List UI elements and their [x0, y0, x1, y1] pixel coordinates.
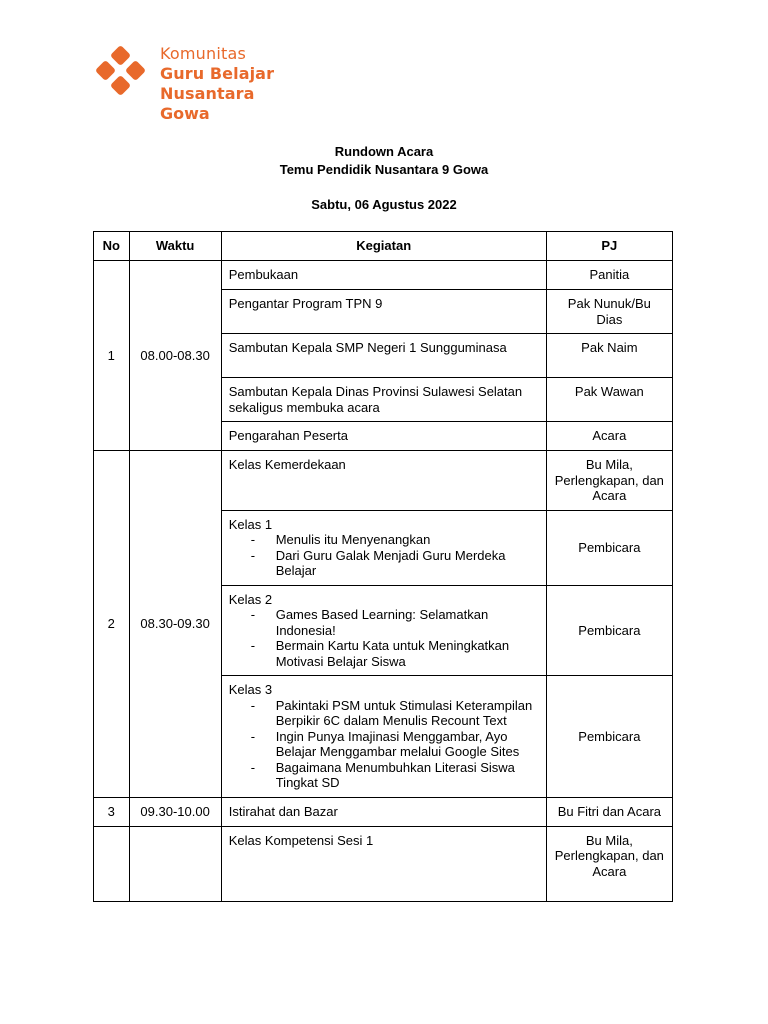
activity-cell: Istirahat dan Bazar	[221, 797, 546, 826]
organization-logo	[93, 44, 353, 123]
event-date: Sabtu, 06 Agustus 2022	[311, 197, 457, 212]
pj-cell: Pembicara	[546, 585, 672, 676]
table-header-row	[94, 232, 673, 261]
activity-cell	[221, 585, 546, 676]
topic-list	[229, 607, 539, 669]
list-item: - Games Based Learning: Selamatkan Indonesia!	[229, 607, 539, 638]
diamond-cluster-icon	[93, 44, 155, 104]
table-row	[94, 826, 673, 901]
header-waktu: Waktu	[129, 232, 221, 261]
table-row	[94, 261, 673, 290]
activity-cell	[221, 676, 546, 798]
class-title: Kelas 1	[228, 516, 273, 532]
activity-cell	[221, 510, 546, 585]
pj-cell: Pembicara	[546, 510, 672, 585]
activity-cell: Sambutan Kepala Dinas Provinsi Sulawesi Selatan sekaligus membuka acara	[221, 378, 546, 422]
list-item: - Dari Guru Galak Menjadi Guru Merdeka Belajar	[229, 548, 539, 579]
pj-cell: Pak Nunuk/Bu Dias	[546, 290, 672, 334]
topic-list	[229, 532, 539, 579]
activity-cell: Pengantar Program TPN 9	[221, 290, 546, 334]
pj-cell: Bu Mila, Perlengkapan, dan Acara	[546, 826, 672, 901]
class-title: Kelas 2	[228, 591, 273, 607]
session-number	[94, 826, 130, 901]
table-row	[94, 451, 673, 511]
activity-cell: Pembukaan	[221, 261, 546, 290]
class-title: Kelas 3	[228, 682, 273, 697]
pj-cell: Pak Wawan	[546, 378, 672, 422]
pj-cell: Panitia	[546, 261, 672, 290]
list-item: - Bermain Kartu Kata untuk Meningkatkan Motivasi Belajar Siswa	[229, 638, 539, 669]
pj-cell: Acara	[546, 422, 672, 451]
session-time	[129, 826, 221, 901]
pj-cell: Bu Fitri dan Acara	[546, 797, 672, 826]
activity-cell: Kelas Kemerdekaan	[221, 451, 546, 511]
session-number: 1	[94, 261, 130, 451]
logo-line-2: Guru Belajar Nusantara	[160, 64, 275, 103]
list-item: - Menulis itu Menyenangkan	[229, 532, 539, 548]
document-title: Rundown Acara	[334, 144, 434, 159]
header-kegiatan: Kegiatan	[221, 232, 546, 261]
activity-cell: Kelas Kompetensi Sesi 1	[221, 826, 546, 901]
event-name: Temu Pendidik Nusantara 9 Gowa	[279, 162, 489, 177]
activity-cell: Pengarahan Peserta	[221, 422, 546, 451]
session-number: 3	[94, 797, 130, 826]
session-time: 08.30-09.30	[129, 451, 221, 798]
rundown-table	[93, 231, 673, 902]
session-time: 09.30-10.00	[129, 797, 221, 826]
pj-cell: Bu Mila, Perlengkapan, dan Acara	[546, 451, 672, 511]
list-item: - Ingin Punya Imajinasi Menggambar, Ayo Belajar Menggambar melalui Google Sites	[229, 729, 539, 760]
session-time: 08.00-08.30	[129, 261, 221, 451]
pj-cell: Pak Naim	[546, 334, 672, 378]
session-number: 2	[94, 451, 130, 798]
logo-wordmark	[160, 44, 353, 124]
header-pj: PJ	[546, 232, 672, 261]
header-no: No	[94, 232, 130, 261]
topic-list	[229, 698, 539, 791]
activity-cell: Sambutan Kepala SMP Negeri 1 Sungguminasa	[221, 334, 546, 378]
table-row	[94, 797, 673, 826]
logo-line-1: Komunitas	[160, 44, 247, 63]
list-item: - Pakintaki PSM untuk Stimulasi Keterampilan Berpikir 6C dalam Menulis Recount Text	[229, 698, 539, 729]
logo-line-3: Gowa	[160, 104, 210, 123]
pj-cell: Pembicara	[546, 676, 672, 798]
list-item: - Bagaimana Menumbuhkan Literasi Siswa Tingkat SD	[229, 760, 539, 791]
